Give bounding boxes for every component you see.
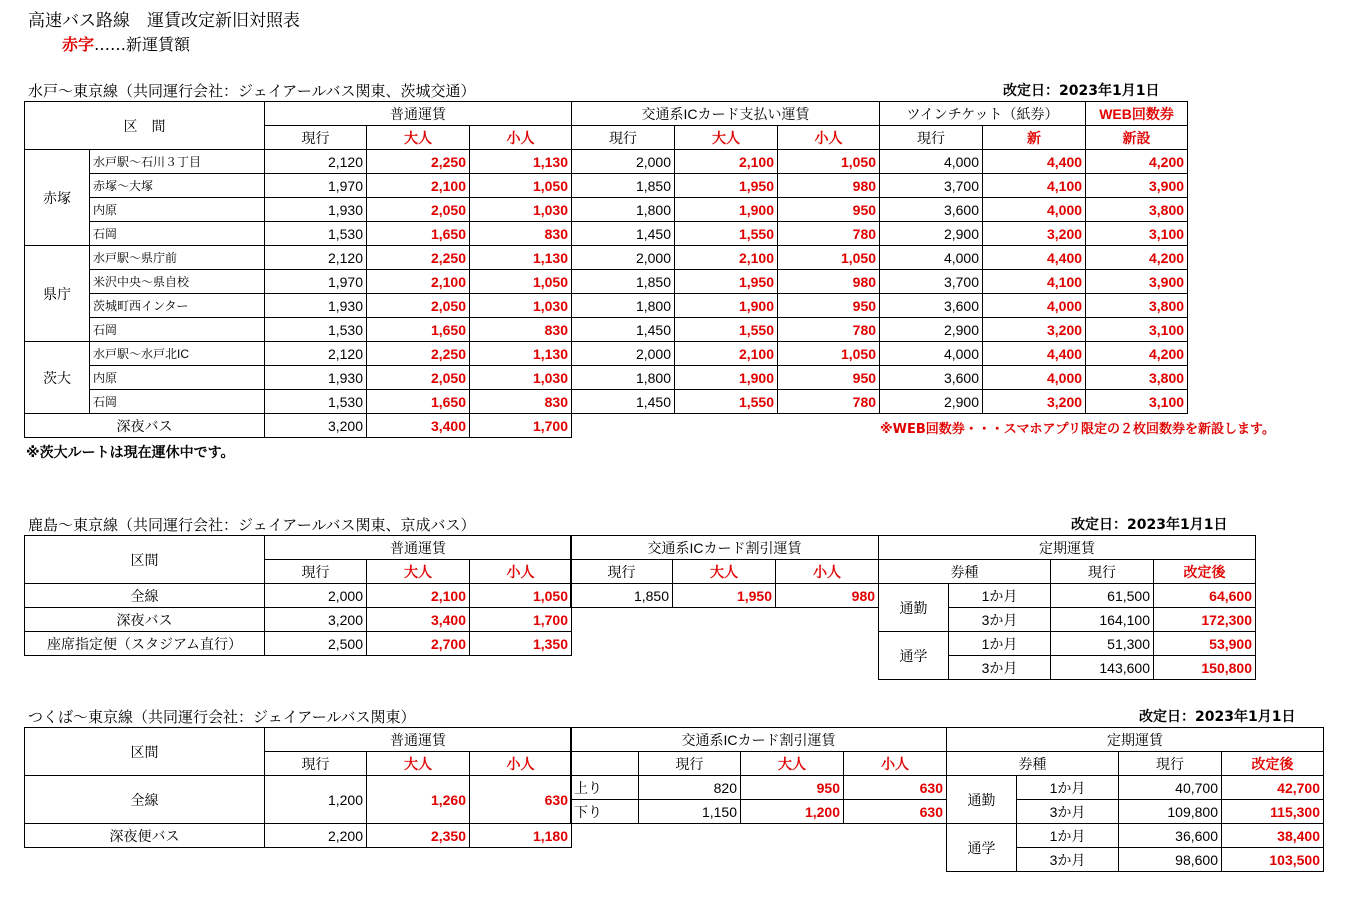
mito-ic-now: 1,850	[572, 174, 675, 198]
tsukuba-pass-now: 109,800	[1119, 800, 1222, 824]
mito-normal-now: 1,970	[265, 270, 367, 294]
mito-normal-adult: 2,250	[367, 342, 470, 366]
tsukuba-pass-header: 定期運賃	[947, 728, 1324, 752]
mito-normal-now: 1,530	[265, 222, 367, 246]
mito-normal-child: 1,130	[470, 246, 572, 270]
mito-ic-child: 780	[778, 222, 880, 246]
tsukuba-ic-child: 630	[844, 776, 947, 800]
mito-fare-row	[25, 174, 1188, 198]
mito-normal-child: 1,050	[470, 270, 572, 294]
mito-web-new: 3,800	[1086, 198, 1188, 222]
tsukuba-ic-child-header: 小人	[844, 752, 947, 776]
mito-stop-name: 茨城町西インター	[90, 294, 265, 318]
mito-normal-child: 830	[470, 318, 572, 342]
tsukuba-all-now: 1,200	[265, 776, 367, 824]
mito-normal-adult: 1,650	[367, 318, 470, 342]
kashima-row-child: 1,700	[470, 608, 572, 632]
mito-twin-now: 3,700	[880, 270, 983, 294]
tsukuba-ic-adult-header: 大人	[741, 752, 844, 776]
tsukuba-normal-header: 普通運賃	[265, 728, 572, 752]
tsukuba-all-adult: 1,260	[367, 776, 470, 824]
kashima-pass-now-header: 現行	[1051, 560, 1154, 584]
mito-web-new: 4,200	[1086, 150, 1188, 174]
tsukuba-ic-dir: 上り	[571, 776, 639, 800]
mito-web-new: 3,100	[1086, 222, 1188, 246]
mito-twin-new: 4,400	[983, 246, 1086, 270]
mito-twin-header: ツインチケット（紙券）	[880, 102, 1086, 126]
mito-stop-name: 石岡	[90, 222, 265, 246]
mito-ic-now-header: 現行	[572, 126, 675, 150]
mito-group-label: 県庁	[25, 246, 90, 342]
mito-twin-now: 2,900	[880, 222, 983, 246]
kashima-pass-after: 53,900	[1154, 632, 1256, 656]
mito-ic-child: 780	[778, 390, 880, 414]
mito-normal-child: 830	[470, 390, 572, 414]
kashima-ic-adult-header: 大人	[673, 560, 776, 584]
mito-normal-child: 1,030	[470, 294, 572, 318]
mito-normal-child: 1,030	[470, 198, 572, 222]
tsukuba-night-now: 2,200	[265, 824, 367, 848]
mito-twin-now: 4,000	[880, 246, 983, 270]
mito-stop-name: 水戸駅～県庁前	[90, 246, 265, 270]
kashima-pass-now: 61,500	[1051, 584, 1154, 608]
mito-twin-new: 4,100	[983, 174, 1086, 198]
mito-fare-row	[25, 270, 1188, 294]
mito-ic-child: 1,050	[778, 150, 880, 174]
mito-ic-child: 780	[778, 318, 880, 342]
mito-normal-adult-header: 大人	[367, 126, 470, 150]
tsukuba-pass-term: 1か月	[1017, 776, 1119, 800]
kashima-pass-type: 通勤	[879, 584, 949, 632]
kashima-ic-now: 1,850	[571, 584, 673, 608]
mito-stop-name: 米沢中央～県自校	[90, 270, 265, 294]
mito-twin-new: 4,400	[983, 150, 1086, 174]
mito-normal-now-header: 現行	[265, 126, 367, 150]
mito-twin-new: 3,200	[983, 318, 1086, 342]
mito-web-note: ※WEB回数券・・・スマホアプリ限定の２枚回数券を新設します。	[880, 422, 1275, 437]
tsukuba-night-child: 1,180	[470, 824, 572, 848]
mito-ic-fare-header: 交通系ICカード支払い運賃	[572, 102, 880, 126]
mito-night-adult: 3,400	[367, 414, 470, 438]
kashima-pass-type: 通学	[879, 632, 949, 680]
mito-ic-adult: 2,100	[675, 342, 778, 366]
mito-web-new: 3,800	[1086, 366, 1188, 390]
kashima-pass-type-header: 券種	[879, 560, 1051, 584]
kashima-pass-term: 3か月	[949, 608, 1051, 632]
mito-fare-row	[25, 150, 1188, 174]
mito-fare-row	[25, 222, 1188, 246]
mito-ic-now: 2,000	[572, 246, 675, 270]
mito-normal-now: 1,930	[265, 198, 367, 222]
mito-ic-child: 950	[778, 198, 880, 222]
tsukuba-pass-term: 3か月	[1017, 800, 1119, 824]
mito-ic-now: 1,800	[572, 198, 675, 222]
mito-twin-new: 4,000	[983, 366, 1086, 390]
tsukuba-pass-after: 115,300	[1222, 800, 1324, 824]
mito-normal-child: 1,130	[470, 342, 572, 366]
mito-web-new: 3,900	[1086, 174, 1188, 198]
tsukuba-night-label: 深夜便バス	[25, 824, 265, 848]
kashima-row-child: 1,050	[470, 584, 572, 608]
mito-ic-adult: 1,550	[675, 318, 778, 342]
kashima-revision-date: 改定日：2023年1月1日	[1071, 517, 1228, 533]
kashima-row-label: 全線	[25, 584, 265, 608]
mito-ic-child: 1,050	[778, 342, 880, 366]
mito-normal-adult: 2,050	[367, 198, 470, 222]
mito-normal-adult: 2,250	[367, 246, 470, 270]
tsukuba-pass-type-header: 券種	[947, 752, 1119, 776]
tsukuba-ic-now: 820	[639, 776, 741, 800]
mito-group-label: 茨大	[25, 342, 90, 414]
mito-normal-child-header: 小人	[470, 126, 572, 150]
tsukuba-pass-term: 1か月	[1017, 824, 1119, 848]
mito-stop-name: 水戸駅～石川３丁目	[90, 150, 265, 174]
kashima-pass-header: 定期運賃	[879, 536, 1256, 560]
mito-ic-adult: 1,900	[675, 198, 778, 222]
kashima-ic-adult: 1,950	[673, 584, 776, 608]
kashima-pass-now: 143,600	[1051, 656, 1154, 680]
kashima-section-header: 区間	[25, 536, 265, 584]
kashima-child-header: 小人	[470, 560, 572, 584]
mito-ic-adult: 1,900	[675, 294, 778, 318]
mito-normal-fare-header: 普通運賃	[265, 102, 572, 126]
mito-web-new: 3,100	[1086, 390, 1188, 414]
kashima-row-adult: 2,100	[367, 584, 470, 608]
mito-ic-now: 1,850	[572, 270, 675, 294]
kashima-pass-now: 51,300	[1051, 632, 1154, 656]
mito-stop-name: 赤塚～大塚	[90, 174, 265, 198]
mito-ibadai-note: ※茨大ルートは現在運休中です。	[26, 445, 235, 461]
page-title: 高速バス路線 運賃改定新旧対照表	[28, 11, 300, 31]
mito-twin-now: 4,000	[880, 150, 983, 174]
mito-stop-name: 石岡	[90, 318, 265, 342]
kashima-adult-header: 大人	[367, 560, 470, 584]
tsukuba-pass-after: 103,500	[1222, 848, 1324, 872]
mito-ic-child: 1,050	[778, 246, 880, 270]
mito-stop-name: 石岡	[90, 390, 265, 414]
mito-web-new: 3,900	[1086, 270, 1188, 294]
legend	[62, 32, 190, 55]
tsukuba-title: つくば～東京線（共同運行会社：ジェイアールバス関東）	[28, 708, 416, 726]
tsukuba-ic-dir-header	[571, 752, 639, 776]
kashima-row-now: 2,500	[265, 632, 367, 656]
tsukuba-ic-child: 630	[844, 800, 947, 824]
mito-twin-new: 3,200	[983, 222, 1086, 246]
legend-text: ……新運賃額	[94, 35, 191, 54]
mito-normal-now: 1,970	[265, 174, 367, 198]
kashima-row-child: 1,350	[470, 632, 572, 656]
kashima-pass-after: 64,600	[1154, 584, 1256, 608]
tsukuba-child-header: 小人	[470, 752, 572, 776]
mito-twin-now: 3,600	[880, 294, 983, 318]
mito-ic-child: 980	[778, 270, 880, 294]
kashima-row-adult: 3,400	[367, 608, 470, 632]
kashima-pass-table	[878, 535, 1256, 680]
tsukuba-now-header: 現行	[265, 752, 367, 776]
mito-twin-now: 4,000	[880, 342, 983, 366]
kashima-now-header: 現行	[265, 560, 367, 584]
mito-title: 水戸～東京線（共同運行会社：ジェイアールバス関東、茨城交通）	[28, 82, 476, 100]
mito-normal-child: 830	[470, 222, 572, 246]
mito-normal-child: 1,030	[470, 366, 572, 390]
mito-normal-child: 1,050	[470, 174, 572, 198]
tsukuba-night-adult: 2,350	[367, 824, 470, 848]
mito-stop-name: 内原	[90, 198, 265, 222]
tsukuba-pass-now-header: 現行	[1119, 752, 1222, 776]
tsukuba-pass-type: 通学	[947, 824, 1017, 872]
mito-fare-row	[25, 198, 1188, 222]
tsukuba-section-header: 区間	[25, 728, 265, 776]
mito-fare-table	[24, 101, 1188, 438]
mito-twin-now: 3,600	[880, 198, 983, 222]
kashima-ic-child: 980	[776, 584, 879, 608]
mito-normal-now: 2,120	[265, 246, 367, 270]
kashima-pass-term: 1か月	[949, 584, 1051, 608]
kashima-normal-header: 普通運賃	[265, 536, 572, 560]
kashima-fare-table	[24, 535, 572, 656]
mito-ic-now: 1,800	[572, 294, 675, 318]
tsukuba-pass-after: 38,400	[1222, 824, 1324, 848]
mito-twin-now: 3,600	[880, 366, 983, 390]
mito-normal-now: 2,120	[265, 342, 367, 366]
kashima-ic-now-header: 現行	[571, 560, 673, 584]
tsukuba-ic-table	[570, 727, 947, 824]
mito-ic-child-header: 小人	[778, 126, 880, 150]
tsukuba-pass-after-header: 改定後	[1222, 752, 1324, 776]
mito-ic-adult: 1,950	[675, 174, 778, 198]
mito-fare-row	[25, 294, 1188, 318]
tsukuba-ic-adult: 950	[741, 776, 844, 800]
tsukuba-pass-table	[946, 727, 1324, 872]
mito-normal-adult: 2,050	[367, 294, 470, 318]
tsukuba-ic-header: 交通系ICカード割引運賃	[571, 728, 947, 752]
mito-stop-name: 水戸駅～水戸北IC	[90, 342, 265, 366]
mito-twin-new-header: 新	[983, 126, 1086, 150]
mito-night-label: 深夜バス	[25, 414, 265, 438]
mito-fare-row	[25, 342, 1188, 366]
mito-normal-adult: 2,100	[367, 270, 470, 294]
mito-normal-adult: 2,250	[367, 150, 470, 174]
mito-twin-new: 4,000	[983, 198, 1086, 222]
kashima-pass-after-header: 改定後	[1154, 560, 1256, 584]
tsukuba-ic-now-header: 現行	[639, 752, 741, 776]
mito-night-now: 3,200	[265, 414, 367, 438]
mito-ic-adult: 2,100	[675, 246, 778, 270]
mito-fare-row	[25, 366, 1188, 390]
mito-ic-adult: 1,950	[675, 270, 778, 294]
tsukuba-all-label: 全線	[25, 776, 265, 824]
mito-web-new: 4,200	[1086, 246, 1188, 270]
mito-web-new: 4,200	[1086, 342, 1188, 366]
mito-web-new: 3,800	[1086, 294, 1188, 318]
mito-normal-now: 2,120	[265, 150, 367, 174]
tsukuba-all-child: 630	[470, 776, 572, 824]
tsukuba-ic-now: 1,150	[639, 800, 741, 824]
kashima-row-now: 2,000	[265, 584, 367, 608]
mito-ic-adult-header: 大人	[675, 126, 778, 150]
kashima-pass-term: 1か月	[949, 632, 1051, 656]
mito-section-header: 区 間	[25, 102, 265, 150]
mito-normal-now: 1,930	[265, 366, 367, 390]
mito-fare-row	[25, 390, 1188, 414]
mito-normal-adult: 2,100	[367, 174, 470, 198]
mito-web-new-header: 新設	[1086, 126, 1188, 150]
kashima-ic-child-header: 小人	[776, 560, 879, 584]
mito-twin-new: 4,000	[983, 294, 1086, 318]
mito-night-child: 1,700	[470, 414, 572, 438]
kashima-row-adult: 2,700	[367, 632, 470, 656]
kashima-pass-term: 3か月	[949, 656, 1051, 680]
tsukuba-pass-term: 3か月	[1017, 848, 1119, 872]
mito-web-new: 3,100	[1086, 318, 1188, 342]
mito-ic-adult: 1,550	[675, 390, 778, 414]
tsukuba-ic-adult: 1,200	[741, 800, 844, 824]
mito-ic-child: 950	[778, 366, 880, 390]
tsukuba-pass-now: 40,700	[1119, 776, 1222, 800]
mito-twin-now: 2,900	[880, 390, 983, 414]
mito-ic-now: 1,800	[572, 366, 675, 390]
mito-twin-new: 4,100	[983, 270, 1086, 294]
mito-ic-now: 2,000	[572, 342, 675, 366]
mito-ic-child: 980	[778, 174, 880, 198]
kashima-row-label: 深夜バス	[25, 608, 265, 632]
tsukuba-adult-header: 大人	[367, 752, 470, 776]
mito-fare-row	[25, 318, 1188, 342]
tsukuba-fare-table	[24, 727, 572, 848]
mito-twin-now: 2,900	[880, 318, 983, 342]
mito-fare-row	[25, 246, 1188, 270]
kashima-ic-header: 交通系ICカード割引運賃	[571, 536, 879, 560]
tsukuba-pass-now: 98,600	[1119, 848, 1222, 872]
kashima-row-label: 座席指定便（スタジアム直行）	[25, 632, 265, 656]
mito-normal-adult: 2,050	[367, 366, 470, 390]
mito-normal-child: 1,130	[470, 150, 572, 174]
kashima-pass-now: 164,100	[1051, 608, 1154, 632]
mito-ic-adult: 1,900	[675, 366, 778, 390]
mito-ic-now: 1,450	[572, 390, 675, 414]
kashima-title: 鹿島～東京線（共同運行会社：ジェイアールバス関東、京成バス）	[28, 516, 476, 534]
mito-ic-child: 950	[778, 294, 880, 318]
tsukuba-pass-type: 通勤	[947, 776, 1017, 824]
legend-red-label: 赤字	[62, 35, 95, 54]
mito-web-header: WEB回数券	[1086, 102, 1188, 126]
kashima-ic-table	[570, 535, 879, 608]
mito-revision-date: 改定日：2023年1月1日	[1003, 83, 1160, 99]
mito-twin-new: 3,200	[983, 390, 1086, 414]
kashima-pass-after: 172,300	[1154, 608, 1256, 632]
mito-twin-now-header: 現行	[880, 126, 983, 150]
kashima-row-now: 3,200	[265, 608, 367, 632]
tsukuba-ic-dir: 下り	[571, 800, 639, 824]
mito-group-label: 赤塚	[25, 150, 90, 246]
mito-normal-now: 1,530	[265, 318, 367, 342]
mito-ic-now: 1,450	[572, 222, 675, 246]
mito-normal-now: 1,930	[265, 294, 367, 318]
mito-stop-name: 内原	[90, 366, 265, 390]
kashima-pass-after: 150,800	[1154, 656, 1256, 680]
mito-normal-now: 1,530	[265, 390, 367, 414]
mito-twin-now: 3,700	[880, 174, 983, 198]
mito-ic-now: 2,000	[572, 150, 675, 174]
tsukuba-pass-now: 36,600	[1119, 824, 1222, 848]
tsukuba-revision-date: 改定日：2023年1月1日	[1139, 709, 1296, 725]
mito-normal-adult: 1,650	[367, 222, 470, 246]
tsukuba-pass-after: 42,700	[1222, 776, 1324, 800]
mito-ic-adult: 2,100	[675, 150, 778, 174]
mito-ic-now: 1,450	[572, 318, 675, 342]
mito-twin-new: 4,400	[983, 342, 1086, 366]
mito-ic-adult: 1,550	[675, 222, 778, 246]
mito-normal-adult: 1,650	[367, 390, 470, 414]
